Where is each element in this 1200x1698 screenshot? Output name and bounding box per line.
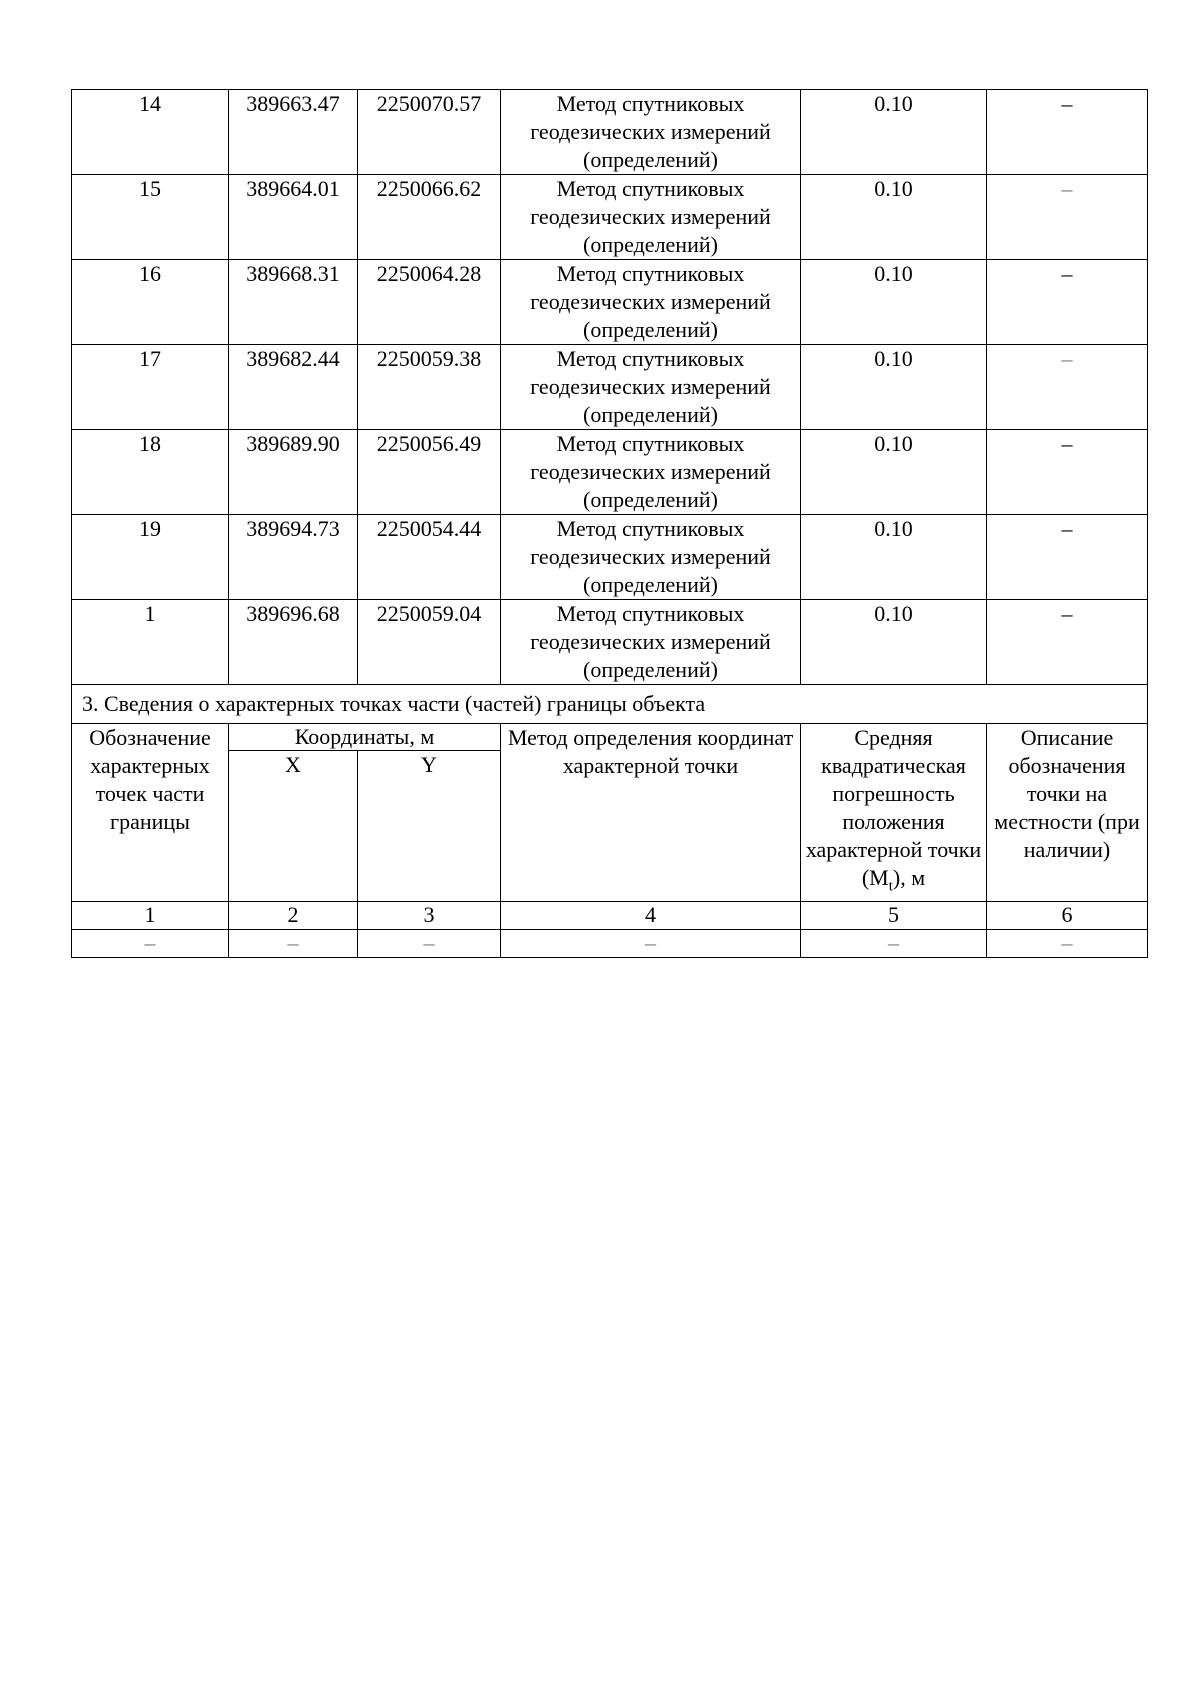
error: 0.10: [801, 260, 987, 345]
point-id: 14: [72, 90, 229, 175]
coord-y: 2250070.57: [358, 90, 501, 175]
column-number: 4: [501, 902, 801, 930]
error: 0.10: [801, 515, 987, 600]
method: Метод спутниковых геодезических измерений (определений): [501, 90, 801, 175]
error: 0.10: [801, 175, 987, 260]
table-row: [72, 175, 1148, 260]
coord-y: 2250054.44: [358, 515, 501, 600]
error: 0.10: [801, 345, 987, 430]
method: Метод спутниковых геодезических измерений (определений): [501, 515, 801, 600]
description: –: [987, 175, 1148, 260]
empty-cell: –: [801, 930, 987, 958]
point-id: 17: [72, 345, 229, 430]
error: 0.10: [801, 430, 987, 515]
coord-y: 2250064.28: [358, 260, 501, 345]
error: 0.10: [801, 90, 987, 175]
coord-x: 389689.90: [229, 430, 358, 515]
coord-x: 389663.47: [229, 90, 358, 175]
column-number: 3: [358, 902, 501, 930]
method: Метод спутниковых геодезических измерений (определений): [501, 430, 801, 515]
coord-x: 389664.01: [229, 175, 358, 260]
point-id: 16: [72, 260, 229, 345]
empty-cell: –: [987, 930, 1148, 958]
coord-x: 389694.73: [229, 515, 358, 600]
column-number: 5: [801, 902, 987, 930]
table-row: [72, 600, 1148, 685]
section-title: 3. Сведения о характерных точках части (частей) границы объекта: [72, 685, 1148, 724]
header-description: Описание обозначения точки на местности (при наличии): [987, 724, 1148, 902]
method: Метод спутниковых геодезических измерений (определений): [501, 175, 801, 260]
description: –: [987, 345, 1148, 430]
description: –: [987, 515, 1148, 600]
empty-cell: –: [358, 930, 501, 958]
coord-x: 389682.44: [229, 345, 358, 430]
empty-cell: –: [229, 930, 358, 958]
header-error: [801, 724, 987, 902]
description: –: [987, 90, 1148, 175]
point-id: 18: [72, 430, 229, 515]
header-coordinates: Координаты, м: [229, 724, 501, 751]
point-id: 19: [72, 515, 229, 600]
table-row: [72, 515, 1148, 600]
table-row: [72, 930, 1148, 958]
header-x: X: [229, 751, 358, 902]
point-id: 15: [72, 175, 229, 260]
column-number: 2: [229, 902, 358, 930]
method: Метод спутниковых геодезических измерений (определений): [501, 260, 801, 345]
table-row: [72, 345, 1148, 430]
coord-x: 389668.31: [229, 260, 358, 345]
empty-cell: –: [72, 930, 229, 958]
description: –: [987, 260, 1148, 345]
description: –: [987, 430, 1148, 515]
header-y: Y: [358, 751, 501, 902]
header-error-sub: t: [888, 878, 893, 895]
coord-x: 389696.68: [229, 600, 358, 685]
description: –: [987, 600, 1148, 685]
column-numbers-row: [72, 902, 1148, 930]
method: Метод спутниковых геодезических измерений (определений): [501, 345, 801, 430]
error: 0.10: [801, 600, 987, 685]
empty-cell: –: [501, 930, 801, 958]
table-row: [72, 90, 1148, 175]
table-row: [72, 260, 1148, 345]
method: Метод спутниковых геодезических измерений (определений): [501, 600, 801, 685]
boundary-points-table: [71, 89, 1148, 958]
header-row: [72, 724, 1148, 751]
table-row: [72, 430, 1148, 515]
coord-y: 2250066.62: [358, 175, 501, 260]
column-number: 6: [987, 902, 1148, 930]
coord-y: 2250059.04: [358, 600, 501, 685]
point-id: 1: [72, 600, 229, 685]
coord-y: 2250056.49: [358, 430, 501, 515]
header-method: Метод определения координат характерной точки: [501, 724, 801, 902]
column-number: 1: [72, 902, 229, 930]
header-error-main: Средняя квадратическая погрешность положения характерной точки (M: [805, 725, 982, 890]
coord-y: 2250059.38: [358, 345, 501, 430]
section-title-row: [72, 685, 1148, 724]
header-error-tail: ), м: [892, 865, 926, 890]
header-designation: Обозначение характерных точек части границы: [72, 724, 229, 902]
